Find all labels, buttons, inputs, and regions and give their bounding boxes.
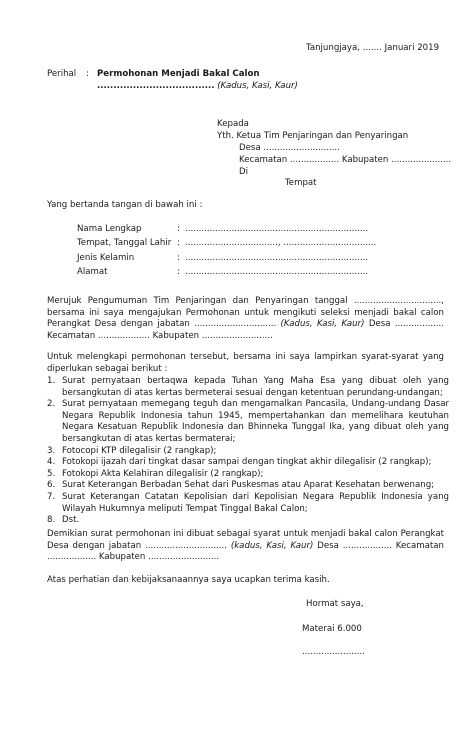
item-text: Surat pernyataan memegang teguh dan mengamalkan Pancasila, Undang-undang Dasar Negara Republik Indonesia tahun 1945, mempertahankan dan memelihara keutuhan Negara Kesatuan Republik Indonesia dan Bhinneka Tunggal Ika, yang dibuat oleh yang bersangkutan di atas kertas bermaterai; <box>62 399 449 444</box>
signature-greeting: Hormat saya, <box>306 599 364 609</box>
identity-colon: : <box>177 267 180 277</box>
subject-dots: .................................... <box>97 81 215 91</box>
item-text: Surat pernyataan bertaqwa kepada Tuhan Yang Maha Esa yang dibuat oleh yang bersangkutan di atas kertas bermeterai sesuai dengan ketentuan perundang-undangan; <box>62 376 449 398</box>
paragraph-closing-a: Demikian surat permohonan ini dibuat sebagai syarat untuk menjadi bakal calon Perangkat Desa dengan jabatan .............................. <box>47 529 444 551</box>
identity-row-name <box>77 224 368 236</box>
signature-stamp: Materai 6.000 <box>302 624 362 634</box>
recipient-line1: Yth. Ketua Tim Penjaringan dan Penyaringan <box>217 131 409 141</box>
paragraph-request-positions: (Kadus, Kasi, Kaur) <box>280 319 365 330</box>
item-text: Fotokopi Akta Kelahiran dilegalisir (2 rangkap); <box>62 468 264 479</box>
item-text: Surat Keterangan Berbadan Sehat dari Puskesmas atau Aparat Kesehatan berwenang; <box>62 480 435 491</box>
subject-line <box>97 81 298 93</box>
item-text: Dst. <box>62 515 80 526</box>
list-item <box>47 399 449 445</box>
paragraph-request-b: Desa .................. Kecamatan ................... Kabupaten .......................... <box>47 319 444 341</box>
item-number: 7. <box>47 491 56 502</box>
paragraph-closing-b: Desa .................. Kecamatan .................. Kabupaten .......................... <box>47 540 444 563</box>
identity-colon: : <box>177 238 180 248</box>
identity-label: Tempat, Tanggal Lahir <box>77 238 172 248</box>
identity-colon: : <box>177 224 180 234</box>
item-number: 5. <box>47 468 56 479</box>
paragraph-closing-positions: (kadus, Kasi, Kaur) <box>230 540 314 551</box>
item-text: Fotokopi ijazah dari tingkat dasar sampai dengan tingkat akhir dilegalisir (2 rangkap); <box>62 457 432 468</box>
item-number: 1. <box>47 376 56 386</box>
list-item <box>47 469 449 481</box>
list-item <box>47 480 449 492</box>
closing-note: Atas perhatian dan kebijaksanaannya saya ucapkan terima kasih. <box>47 575 330 585</box>
subject-colon: : <box>86 69 89 79</box>
identity-value: ................................................................... <box>185 253 369 263</box>
recipient-line5: Tempat <box>285 178 317 188</box>
recipient-line4: Di <box>239 167 249 177</box>
place-date: Tanjungjaya, ....... Januari 2019 <box>306 43 440 53</box>
identity-label: Alamat <box>77 267 108 277</box>
signature-name-line: ....................... <box>302 647 365 657</box>
list-item <box>47 492 449 515</box>
item-number: 3. <box>47 445 56 456</box>
list-item <box>47 376 449 399</box>
recipient-to: Kepada <box>217 119 249 129</box>
intro-text: Yang bertanda tangan di bawah ini : <box>47 200 203 210</box>
identity-value: .................................., .................................. <box>185 238 377 248</box>
paragraph-request-a: Merujuk Pengumuman Tim Penjaringan dan Penyaringan tanggal ................................, bersama ini saya mengajukan Permohonan untuk mengikuti seleksi menjadi bakal calon Perangkat Desa dengan jabatan .............................. <box>47 296 444 330</box>
subject-label: Perihal <box>47 69 77 79</box>
paragraph-attachments: Untuk melengkapi permohonan tersebut, bersama ini saya lampirkan syarat-syarat yang diperlukan sebagai berikut : <box>47 352 444 374</box>
item-number: 6. <box>47 480 56 491</box>
requirements-list <box>47 376 449 527</box>
paragraph-closing <box>47 529 444 564</box>
item-number: 4. <box>47 457 56 468</box>
item-number: 8. <box>47 515 56 526</box>
identity-label: Nama Lengkap <box>77 224 142 234</box>
item-text: Surat Keterangan Catatan Kepolisian dari Kepolisian Negara Republik Indonesia yang Wilayah Hukumnya meliputi Tempat Tinggal Bakal Calon; <box>62 491 449 514</box>
recipient-line2: Desa ............................ <box>239 143 340 153</box>
identity-row-address <box>77 267 368 279</box>
identity-colon: : <box>177 253 180 263</box>
list-item <box>47 446 449 458</box>
item-number: 2. <box>47 399 56 410</box>
identity-row-gender <box>77 253 368 265</box>
subject-positions: (Kadus, Kasi, Kaur) <box>217 81 298 91</box>
identity-value: ................................................................... <box>185 267 369 277</box>
identity-label: Jenis Kelamin <box>77 253 135 263</box>
item-text: Fotocopi KTP dilegalisir (2 rangkap); <box>62 445 217 456</box>
recipient-line3: Kecamatan .................. Kabupaten ...................... <box>239 155 452 165</box>
paragraph-request <box>47 296 444 342</box>
list-item <box>47 457 449 469</box>
subject-title: Permohonan Menjadi Bakal Calon <box>97 69 260 79</box>
identity-value: ................................................................... <box>185 224 369 234</box>
list-item <box>47 515 449 527</box>
identity-row-birth <box>77 238 376 250</box>
